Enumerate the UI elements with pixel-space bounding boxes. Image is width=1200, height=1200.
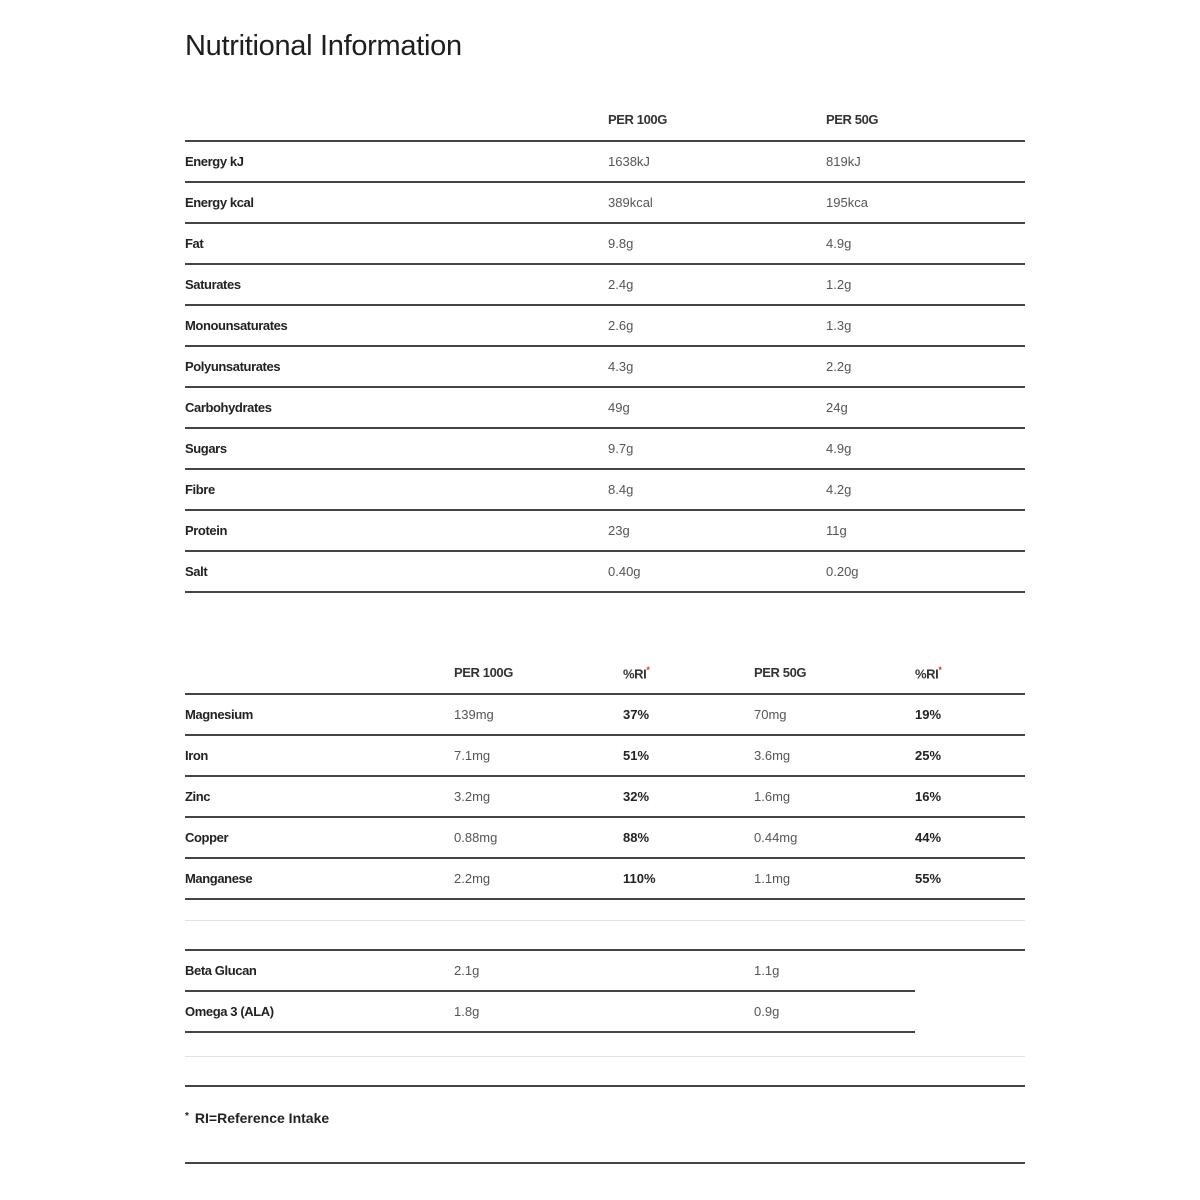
- row-label: Carbohydrates: [185, 400, 272, 415]
- table-row: [185, 736, 1025, 777]
- value-per-50g: 24g: [826, 400, 848, 415]
- other-nutrients-table: [185, 951, 915, 1033]
- ri-per-100g: 37%: [623, 707, 650, 722]
- value-per-100g: 2.4g: [608, 277, 634, 292]
- value-per-50g: 70mg: [754, 707, 787, 722]
- footnote-text: RI=Reference Intake: [194, 1110, 330, 1126]
- footnote: [185, 1110, 329, 1126]
- ri-per-50g: 19%: [915, 707, 942, 722]
- ri-per-100g: 110%: [623, 871, 656, 886]
- value-per-100g: 139mg: [454, 707, 494, 722]
- nutrition-table: [185, 100, 1025, 593]
- ri-marker: *: [938, 665, 942, 675]
- row-label: Magnesium: [185, 707, 253, 722]
- header-per-100g: PER 100G: [454, 665, 513, 680]
- table-row: [185, 265, 1025, 306]
- row-label: Protein: [185, 523, 227, 538]
- row-label: Monounsaturates: [185, 318, 288, 333]
- row-label: Omega 3 (ALA): [185, 1004, 274, 1019]
- value-per-100g: 389kcal: [608, 195, 653, 210]
- ri-per-50g: 25%: [915, 748, 942, 763]
- value-per-50g: 1.1mg: [754, 871, 791, 886]
- table-row: [185, 777, 1025, 818]
- value-per-100g: 8.4g: [608, 482, 634, 497]
- value-per-50g: 0.44mg: [754, 830, 798, 845]
- value-per-100g: 0.88mg: [454, 830, 498, 845]
- table-row: [185, 142, 1025, 183]
- value-per-100g: 3.2mg: [454, 789, 491, 804]
- value-per-50g: 1.1g: [754, 963, 780, 978]
- ri-marker: *: [646, 665, 650, 675]
- value-per-50g: 819kJ: [826, 154, 861, 169]
- table-row: [185, 859, 1025, 900]
- value-per-100g: 9.7g: [608, 441, 634, 456]
- row-label: Energy kcal: [185, 195, 254, 210]
- table-row: [185, 347, 1025, 388]
- value-per-50g: 1.2g: [826, 277, 852, 292]
- table-row: [185, 552, 1025, 593]
- value-per-100g: 1.8g: [454, 1004, 480, 1019]
- value-per-50g: 4.9g: [826, 441, 852, 456]
- row-label: Saturates: [185, 277, 241, 292]
- value-per-50g: 1.3g: [826, 318, 852, 333]
- value-per-100g: 0.40g: [608, 564, 641, 579]
- ri-per-100g: 88%: [623, 830, 650, 845]
- header-per-50g: PER 50G: [754, 665, 807, 680]
- value-per-100g: 4.3g: [608, 359, 634, 374]
- table-row: [185, 183, 1025, 224]
- row-label: Fat: [185, 236, 204, 251]
- page-title: Nutritional Information: [185, 30, 462, 62]
- value-per-100g: 49g: [608, 400, 630, 415]
- value-per-50g: 0.9g: [754, 1004, 780, 1019]
- header-ri-100g: %RI*: [623, 665, 650, 682]
- value-per-100g: 2.6g: [608, 318, 634, 333]
- value-per-50g: 4.9g: [826, 236, 852, 251]
- table-row: [185, 470, 1025, 511]
- footnote-marker: *: [185, 1111, 189, 1122]
- value-per-50g: 0.20g: [826, 564, 859, 579]
- table-row: [185, 388, 1025, 429]
- value-per-100g: 2.2mg: [454, 871, 491, 886]
- row-label: Beta Glucan: [185, 963, 257, 978]
- table-row: [185, 306, 1025, 347]
- header-ri-50g: %RI*: [915, 665, 942, 682]
- row-label: Copper: [185, 830, 229, 845]
- ri-per-100g: 51%: [623, 748, 650, 763]
- value-per-50g: 195kca: [826, 195, 868, 210]
- mineral-table: [185, 653, 1025, 900]
- header-per-100g: PER 100G: [608, 112, 667, 127]
- value-per-100g: 23g: [608, 523, 630, 538]
- row-label: Energy kJ: [185, 154, 244, 169]
- table-row: [185, 992, 915, 1033]
- table-row: [185, 429, 1025, 470]
- row-label: Salt: [185, 564, 208, 579]
- ri-per-50g: 16%: [915, 789, 942, 804]
- table-row: [185, 951, 915, 992]
- row-label: Zinc: [185, 789, 211, 804]
- row-label: Sugars: [185, 441, 227, 456]
- table-row: [185, 818, 1025, 859]
- value-per-100g: 7.1mg: [454, 748, 491, 763]
- table-row: [185, 511, 1025, 552]
- value-per-100g: 1638kJ: [608, 154, 650, 169]
- value-per-50g: 4.2g: [826, 482, 852, 497]
- value-per-50g: 3.6mg: [754, 748, 791, 763]
- ri-per-100g: 32%: [623, 789, 650, 804]
- row-label: Polyunsaturates: [185, 359, 281, 374]
- row-label: Fibre: [185, 482, 215, 497]
- divider: [185, 1056, 1025, 1057]
- divider: [185, 920, 1025, 921]
- divider: [185, 1085, 1025, 1087]
- value-per-50g: 2.2g: [826, 359, 852, 374]
- table-row: [185, 695, 1025, 736]
- nutrition-table-header: [185, 100, 1025, 142]
- ri-per-50g: 44%: [915, 830, 942, 845]
- value-per-50g: 1.6mg: [754, 789, 791, 804]
- mineral-table-header: [185, 653, 1025, 695]
- row-label: Iron: [185, 748, 208, 763]
- ri-per-50g: 55%: [915, 871, 942, 886]
- row-label: Manganese: [185, 871, 253, 886]
- value-per-100g: 9.8g: [608, 236, 634, 251]
- table-row: [185, 224, 1025, 265]
- value-per-100g: 2.1g: [454, 963, 480, 978]
- value-per-50g: 11g: [826, 523, 847, 538]
- divider: [185, 1162, 1025, 1164]
- header-per-50g: PER 50G: [826, 112, 879, 127]
